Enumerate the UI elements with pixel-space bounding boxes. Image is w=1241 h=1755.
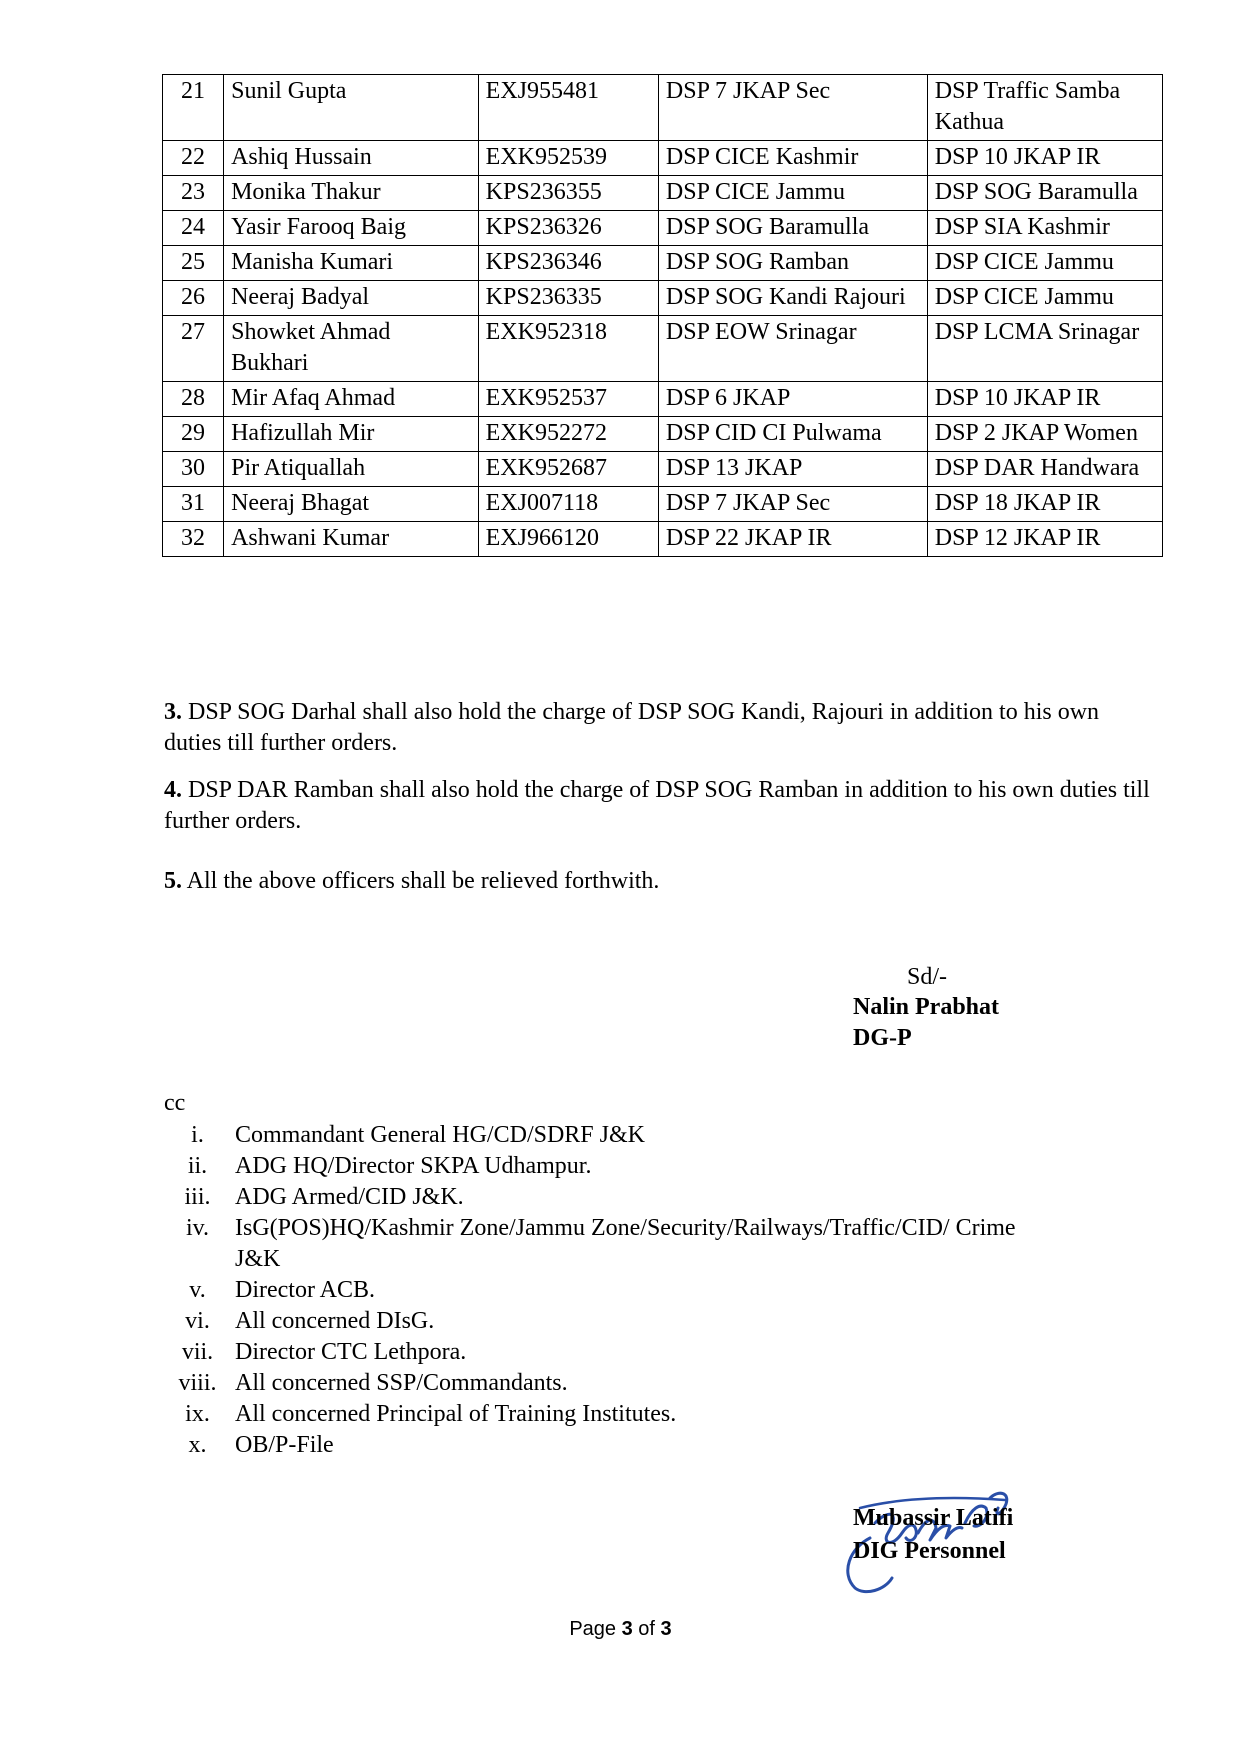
posted-to-cell: DSP DAR Handwara <box>927 452 1162 487</box>
cc-item-number: vi. <box>185 1308 210 1334</box>
table-row <box>163 75 1163 141</box>
officer-id-cell: KPS236335 <box>478 281 658 316</box>
cc-item-text: All concerned SSP/Commandants. <box>235 1370 568 1396</box>
posted-to-cell: DSP SOG Baramulla <box>927 176 1162 211</box>
table-row <box>163 316 1163 382</box>
page-footer <box>0 1618 1241 1641</box>
serial-number-cell: 29 <box>163 417 224 452</box>
cc-item <box>160 1120 1055 1151</box>
cc-item-number: ii. <box>187 1153 208 1179</box>
cc-item-number: ix. <box>185 1401 210 1427</box>
signer-designation: DG-P <box>853 1025 912 1051</box>
posted-from-cell: DSP SOG Baramulla <box>658 211 927 246</box>
paragraph-4 <box>164 775 1154 837</box>
serial-number-cell: 23 <box>163 176 224 211</box>
officer-id-cell: KPS236346 <box>478 246 658 281</box>
cc-item-number: iv. <box>185 1215 210 1241</box>
cc-item-text: Director ACB. <box>235 1277 375 1303</box>
posted-from-cell: DSP 13 JKAP <box>658 452 927 487</box>
table-row <box>163 176 1163 211</box>
postings-table <box>162 74 1163 557</box>
serial-number-cell: 32 <box>163 522 224 557</box>
cc-item-text: All concerned DIsG. <box>235 1308 435 1334</box>
officer-name-cell: Showket Ahmad Bukhari <box>224 316 479 382</box>
cc-item <box>160 1151 1055 1182</box>
cc-item <box>160 1182 1055 1213</box>
serial-number-cell: 28 <box>163 382 224 417</box>
cc-item <box>160 1399 1055 1430</box>
signed-mark: Sd/- <box>907 964 948 990</box>
total-pages-number: 3 <box>660 1618 672 1640</box>
cc-item-text: ADG HQ/Director SKPA Udhampur. <box>235 1153 592 1179</box>
cc-item <box>160 1306 1055 1337</box>
officer-id-cell: EXK952537 <box>478 382 658 417</box>
posted-to-cell: DSP CICE Jammu <box>927 281 1162 316</box>
serial-number-cell: 26 <box>163 281 224 316</box>
posted-from-cell: DSP 7 JKAP Sec <box>658 487 927 522</box>
cc-item <box>160 1430 1055 1461</box>
cc-item-text: All concerned Principal of Training Institutes. <box>235 1401 677 1427</box>
current-page-number: 3 <box>621 1618 633 1640</box>
posted-to-cell: DSP 10 JKAP IR <box>927 141 1162 176</box>
posted-from-cell: DSP CICE Jammu <box>658 176 927 211</box>
cc-item-text: ADG Armed/CID J&K. <box>235 1184 464 1210</box>
table-row <box>163 246 1163 281</box>
table-row <box>163 417 1163 452</box>
posted-to-cell: DSP Traffic Samba Kathua <box>927 75 1162 141</box>
serial-number-cell: 30 <box>163 452 224 487</box>
officer-name-cell: Monika Thakur <box>224 176 479 211</box>
table-row <box>163 211 1163 246</box>
cc-item-number: iii. <box>184 1184 211 1210</box>
cc-item-number: viii. <box>178 1370 217 1396</box>
officer-name-cell: Ashwani Kumar <box>224 522 479 557</box>
paragraph-number: 3. <box>164 699 182 725</box>
serial-number-cell: 25 <box>163 246 224 281</box>
posted-from-cell: DSP 7 JKAP Sec <box>658 75 927 141</box>
posted-to-cell: DSP SIA Kashmir <box>927 211 1162 246</box>
posted-from-cell: DSP SOG Ramban <box>658 246 927 281</box>
officer-name-cell: Yasir Farooq Baig <box>224 211 479 246</box>
posted-to-cell: DSP LCMA Srinagar <box>927 316 1162 382</box>
paragraph-text: All the above officers shall be relieved forthwith. <box>182 868 660 894</box>
officer-id-cell: EXJ007118 <box>478 487 658 522</box>
officer-id-cell: KPS236355 <box>478 176 658 211</box>
table-row <box>163 141 1163 176</box>
posted-to-cell: DSP 12 JKAP IR <box>927 522 1162 557</box>
officer-id-cell: KPS236326 <box>478 211 658 246</box>
paragraph-5 <box>164 866 1154 897</box>
posted-from-cell: DSP CICE Kashmir <box>658 141 927 176</box>
postings-table-body <box>163 75 1163 557</box>
paragraph-3 <box>164 697 1154 759</box>
posted-to-cell: DSP 10 JKAP IR <box>927 382 1162 417</box>
signer-name: Nalin Prabhat <box>853 994 1000 1020</box>
page-word: Page <box>569 1618 617 1640</box>
paragraph-text: DSP DAR Ramban shall also hold the charge of DSP SOG Ramban in addition to his own duties till further orders. <box>164 777 1150 834</box>
cc-item-text: Director CTC Lethpora. <box>235 1339 467 1365</box>
posted-from-cell: DSP EOW Srinagar <box>658 316 927 382</box>
serial-number-cell: 21 <box>163 75 224 141</box>
officer-id-cell: EXK952687 <box>478 452 658 487</box>
serial-number-cell: 22 <box>163 141 224 176</box>
table-row <box>163 522 1163 557</box>
officer-name-cell: Pir Atiquallah <box>224 452 479 487</box>
paragraph-number: 5. <box>164 868 182 894</box>
officer-name-cell: Sunil Gupta <box>224 75 479 141</box>
paragraph-number: 4. <box>164 777 182 803</box>
officer-name-cell: Ashiq Hussain <box>224 141 479 176</box>
cc-item-number: x. <box>188 1432 207 1458</box>
officer-id-cell: EXJ955481 <box>478 75 658 141</box>
cc-item <box>160 1275 1055 1306</box>
table-row <box>163 452 1163 487</box>
posted-to-cell: DSP CICE Jammu <box>927 246 1162 281</box>
signatory-name: Mubassir Latifi <box>853 1505 1014 1531</box>
cc-heading: cc <box>164 1090 186 1116</box>
officer-id-cell: EXK952272 <box>478 417 658 452</box>
cc-item-text: OB/P-File <box>235 1432 334 1458</box>
cc-list <box>160 1120 1055 1461</box>
cc-item <box>160 1337 1055 1368</box>
cc-item-number: i. <box>191 1122 204 1148</box>
posted-to-cell: DSP 18 JKAP IR <box>927 487 1162 522</box>
of-word: of <box>638 1618 655 1640</box>
serial-number-cell: 31 <box>163 487 224 522</box>
paragraph-text: DSP SOG Darhal shall also hold the charge of DSP SOG Kandi, Rajouri in addition to his own duties till further orders. <box>164 699 1100 756</box>
cc-item-number: v. <box>189 1277 206 1303</box>
officer-id-cell: EXK952318 <box>478 316 658 382</box>
serial-number-cell: 24 <box>163 211 224 246</box>
signatory-designation: DIG Personnel <box>853 1538 1006 1564</box>
posted-from-cell: DSP 6 JKAP <box>658 382 927 417</box>
posted-to-cell: DSP 2 JKAP Women <box>927 417 1162 452</box>
officer-name-cell: Neeraj Badyal <box>224 281 479 316</box>
posted-from-cell: DSP 22 JKAP IR <box>658 522 927 557</box>
table-row <box>163 382 1163 417</box>
officer-name-cell: Manisha Kumari <box>224 246 479 281</box>
officer-name-cell: Mir Afaq Ahmad <box>224 382 479 417</box>
officer-id-cell: EXJ966120 <box>478 522 658 557</box>
table-row <box>163 281 1163 316</box>
cc-item-text: IsG(POS)HQ/Kashmir Zone/Jammu Zone/Security/Railways/Traffic/CID/ Crime J&K <box>235 1215 1016 1272</box>
officer-name-cell: Hafizullah Mir <box>224 417 479 452</box>
cc-item <box>160 1213 1055 1275</box>
officer-name-cell: Neeraj Bhagat <box>224 487 479 522</box>
cc-item-text: Commandant General HG/CD/SDRF J&K <box>235 1122 645 1148</box>
posted-from-cell: DSP SOG Kandi Rajouri <box>658 281 927 316</box>
serial-number-cell: 27 <box>163 316 224 382</box>
cc-item <box>160 1368 1055 1399</box>
cc-item-number: vii. <box>181 1339 214 1365</box>
table-row <box>163 487 1163 522</box>
officer-id-cell: EXK952539 <box>478 141 658 176</box>
posted-from-cell: DSP CID CI Pulwama <box>658 417 927 452</box>
